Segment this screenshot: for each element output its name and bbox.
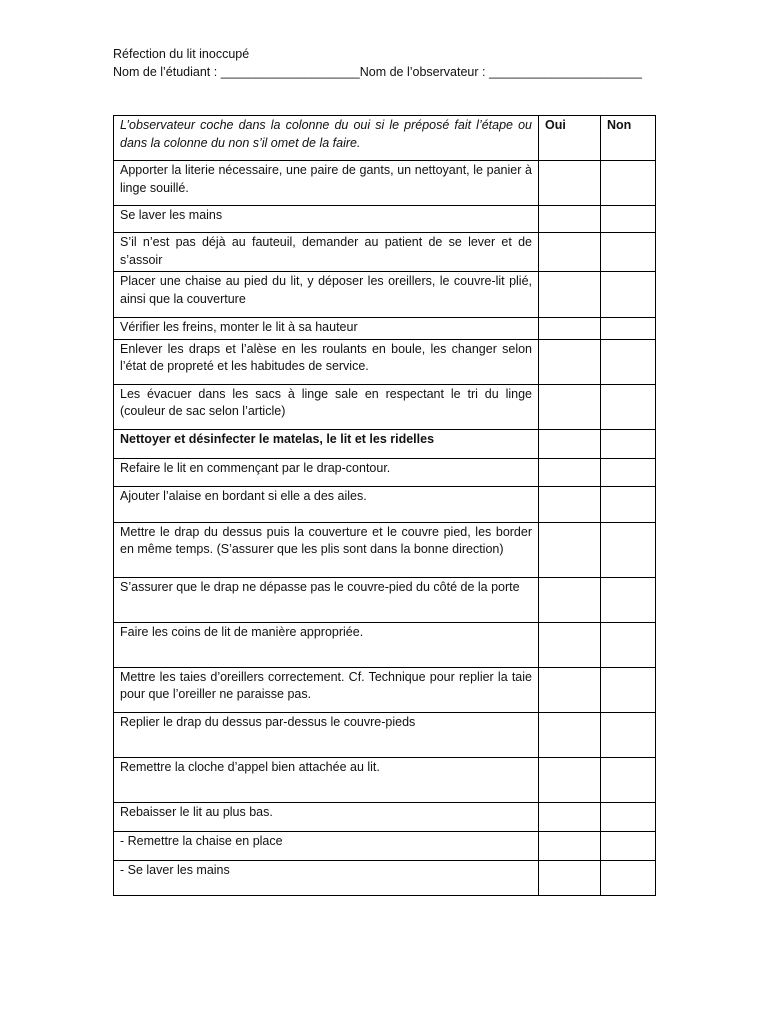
- non-checkbox-cell[interactable]: [601, 458, 656, 486]
- non-checkbox-cell[interactable]: [601, 272, 656, 318]
- table-row: [114, 712, 656, 757]
- oui-checkbox-cell[interactable]: [539, 384, 601, 429]
- oui-checkbox-cell[interactable]: [539, 272, 601, 318]
- step-text: Placer une chaise au pied du lit, y déposer les oreillers, le couvre-lit plié, ainsi que la couverture: [114, 272, 539, 318]
- oui-checkbox-cell[interactable]: [539, 429, 601, 458]
- oui-checkbox-cell[interactable]: [539, 860, 601, 895]
- oui-checkbox-cell[interactable]: [539, 622, 601, 667]
- table-row: [114, 429, 656, 458]
- step-text: S’il n’est pas déjà au fauteuil, demander au patient de se lever et de s’assoir: [114, 233, 539, 272]
- non-checkbox-cell[interactable]: [601, 712, 656, 757]
- step-text: Se laver les mains: [114, 206, 539, 233]
- step-text: Remettre la cloche d’appel bien attachée au lit.: [114, 757, 539, 802]
- non-checkbox-cell[interactable]: [601, 161, 656, 206]
- table-row: [114, 206, 656, 233]
- table-row: [114, 233, 656, 272]
- table-row: [114, 522, 656, 577]
- names-line: Nom de l’étudiant : ____________________Nom de l’observateur : ______________________: [113, 65, 642, 79]
- non-checkbox-cell[interactable]: [601, 206, 656, 233]
- oui-checkbox-cell[interactable]: [539, 339, 601, 384]
- oui-checkbox-cell[interactable]: [539, 667, 601, 712]
- step-text: Mettre les taies d’oreillers correctement. Cf. Technique pour replier la taie pour que l’oreiller ne paraisse pas.: [114, 667, 539, 712]
- table-row: [114, 831, 656, 860]
- non-checkbox-cell[interactable]: [601, 831, 656, 860]
- column-header-oui: Oui: [539, 116, 601, 161]
- step-text: S’assurer que le drap ne dépasse pas le couvre-pied du côté de la porte: [114, 577, 539, 622]
- non-checkbox-cell[interactable]: [601, 522, 656, 577]
- non-checkbox-cell[interactable]: [601, 577, 656, 622]
- step-text: - Remettre la chaise en place: [114, 831, 539, 860]
- non-checkbox-cell[interactable]: [601, 339, 656, 384]
- non-checkbox-cell[interactable]: [601, 622, 656, 667]
- oui-checkbox-cell[interactable]: [539, 522, 601, 577]
- step-text: - Se laver les mains: [114, 860, 539, 895]
- table-row: [114, 339, 656, 384]
- non-checkbox-cell[interactable]: [601, 757, 656, 802]
- oui-checkbox-cell[interactable]: [539, 802, 601, 831]
- table-row: [114, 802, 656, 831]
- table-row: [114, 161, 656, 206]
- oui-checkbox-cell[interactable]: [539, 161, 601, 206]
- non-checkbox-cell[interactable]: [601, 233, 656, 272]
- oui-checkbox-cell[interactable]: [539, 712, 601, 757]
- step-text: Refaire le lit en commençant par le drap-contour.: [114, 458, 539, 486]
- table-row: [114, 577, 656, 622]
- oui-checkbox-cell[interactable]: [539, 318, 601, 340]
- table-row: [114, 486, 656, 522]
- step-text: Vérifier les freins, monter le lit à sa hauteur: [114, 318, 539, 340]
- header-row: [114, 116, 656, 161]
- oui-checkbox-cell[interactable]: [539, 206, 601, 233]
- oui-checkbox-cell[interactable]: [539, 757, 601, 802]
- table-row: [114, 458, 656, 486]
- table-row: [114, 318, 656, 340]
- table-row: [114, 622, 656, 667]
- non-checkbox-cell[interactable]: [601, 860, 656, 895]
- document-header: [113, 45, 642, 81]
- non-checkbox-cell[interactable]: [601, 318, 656, 340]
- checklist-table: [113, 115, 656, 896]
- oui-checkbox-cell[interactable]: [539, 458, 601, 486]
- non-checkbox-cell[interactable]: [601, 429, 656, 458]
- non-checkbox-cell[interactable]: [601, 667, 656, 712]
- non-checkbox-cell[interactable]: [601, 384, 656, 429]
- table-row: [114, 667, 656, 712]
- step-text: Apporter la literie nécessaire, une paire de gants, un nettoyant, le panier à linge souillé.: [114, 161, 539, 206]
- table-row: [114, 384, 656, 429]
- step-text: Ajouter l’alaise en bordant si elle a des ailes.: [114, 486, 539, 522]
- step-text: Enlever les draps et l’alèse en les roulants en boule, les changer selon l’état de propreté et les habitudes de service.: [114, 339, 539, 384]
- oui-checkbox-cell[interactable]: [539, 233, 601, 272]
- oui-checkbox-cell[interactable]: [539, 831, 601, 860]
- document-title: Réfection du lit inoccupé: [113, 47, 250, 61]
- oui-checkbox-cell[interactable]: [539, 486, 601, 522]
- step-text: Rebaisser le lit au plus bas.: [114, 802, 539, 831]
- step-text: Nettoyer et désinfecter le matelas, le lit et les ridelles: [114, 429, 539, 458]
- step-text: Mettre le drap du dessus puis la couverture et le couvre pied, les border en même temps. (S’assurer que les plis sont dans la bonne direction): [114, 522, 539, 577]
- step-text: Faire les coins de lit de manière appropriée.: [114, 622, 539, 667]
- oui-checkbox-cell[interactable]: [539, 577, 601, 622]
- instruction-cell: L’observateur coche dans la colonne du oui si le préposé fait l’étape ou dans la colonne du non s’il omet de la faire.: [114, 116, 539, 161]
- step-text: Replier le drap du dessus par-dessus le couvre-pieds: [114, 712, 539, 757]
- table-row: [114, 860, 656, 895]
- non-checkbox-cell[interactable]: [601, 486, 656, 522]
- column-header-non: Non: [601, 116, 656, 161]
- non-checkbox-cell[interactable]: [601, 802, 656, 831]
- table-row: [114, 757, 656, 802]
- step-text: Les évacuer dans les sacs à linge sale en respectant le tri du linge (couleur de sac selon l’article): [114, 384, 539, 429]
- table-row: [114, 272, 656, 318]
